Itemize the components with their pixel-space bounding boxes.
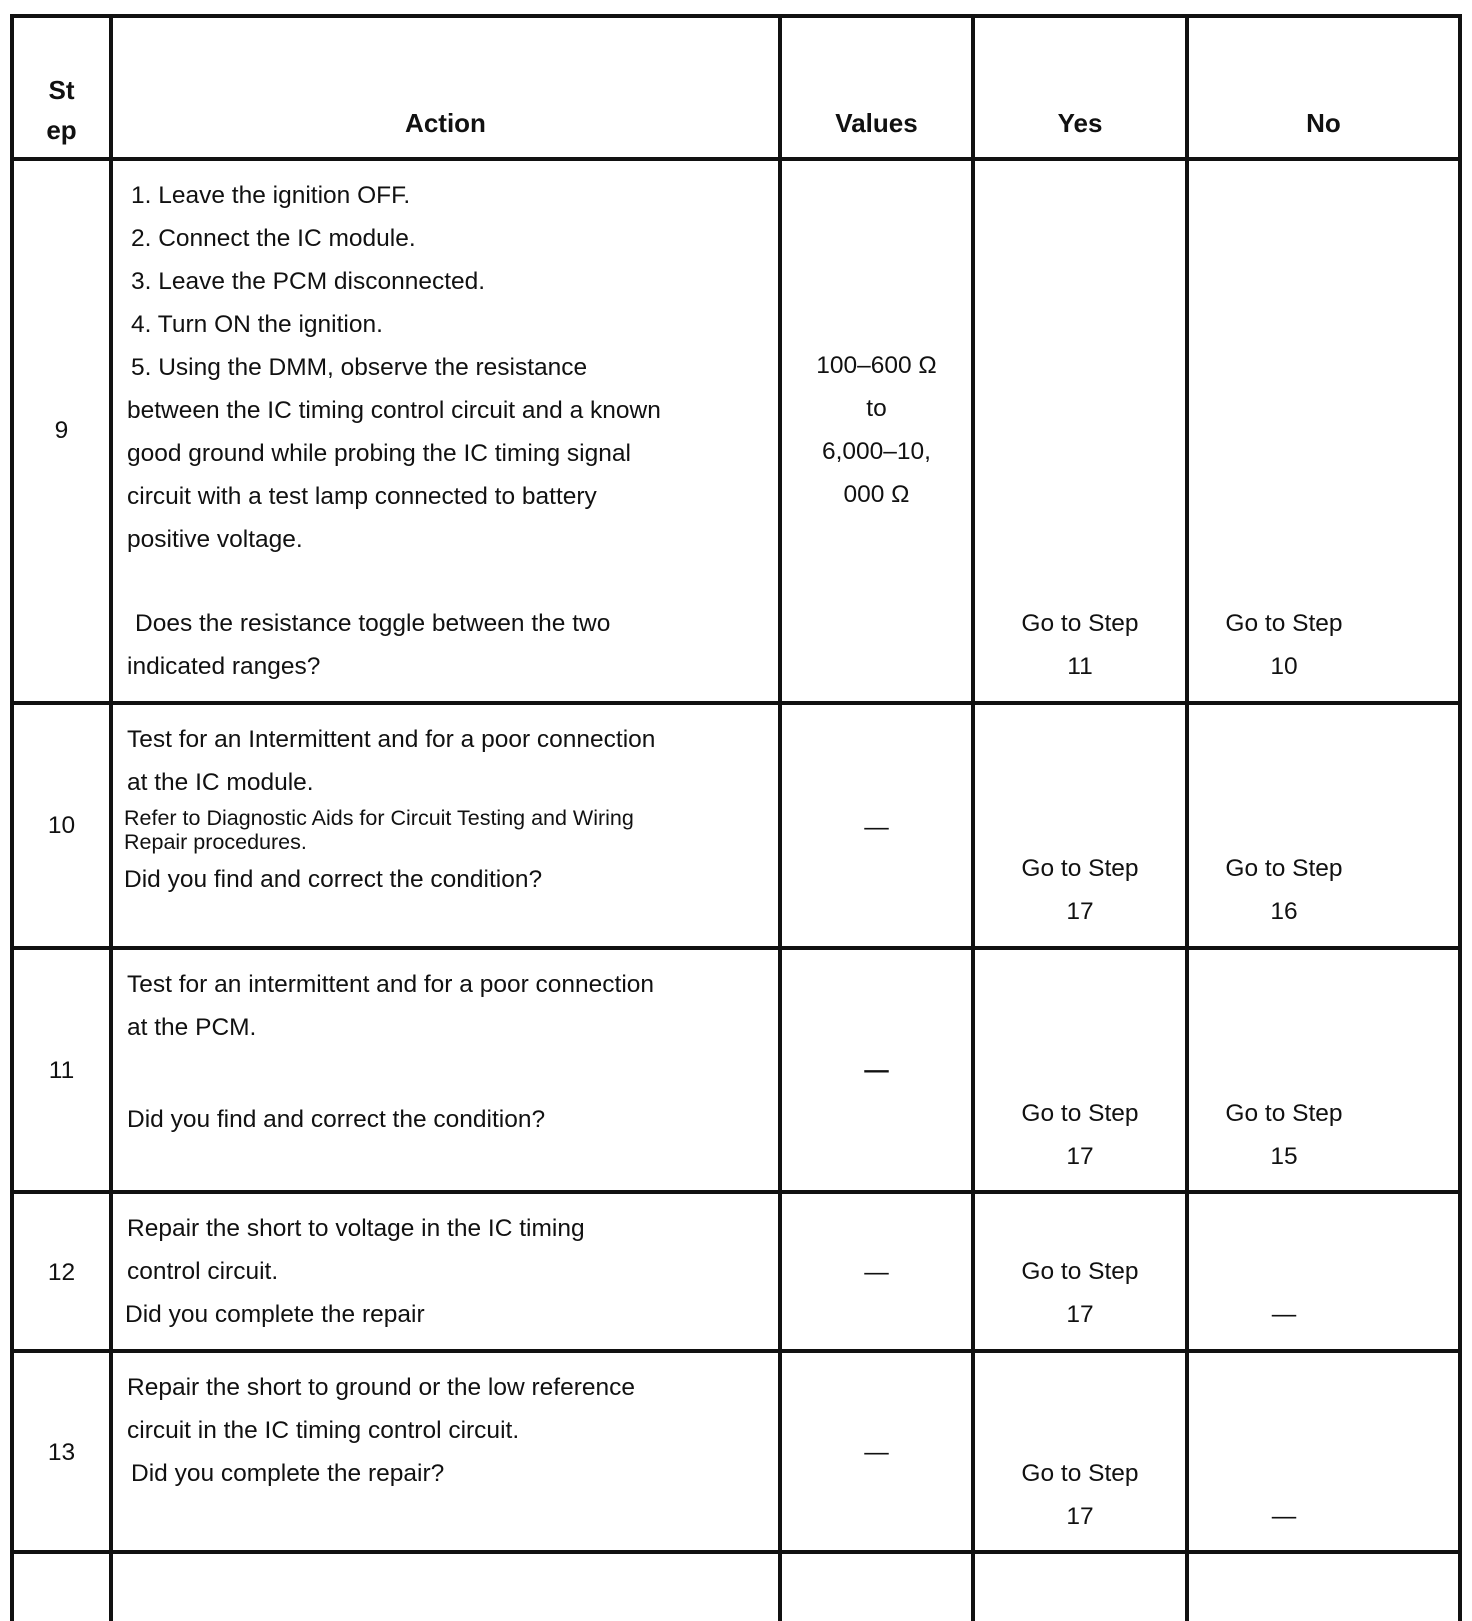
header-step — [14, 70, 109, 150]
yes-goto-label[interactable]: Go to Step — [1021, 610, 1139, 637]
value-dash: — — [864, 1439, 889, 1466]
step-number: 13 — [47, 1439, 76, 1466]
column-divider — [971, 14, 975, 1621]
header-values: Values — [835, 108, 918, 138]
step-number: 11 — [48, 1057, 75, 1084]
yes-goto-step[interactable]: 17 — [1066, 1503, 1094, 1530]
action-question: Did you find and correct the condition? — [124, 866, 543, 893]
step-number: 12 — [47, 1259, 76, 1286]
action-question: Did you complete the repair — [125, 1301, 425, 1328]
header-no: No — [1306, 108, 1341, 138]
no-goto-label[interactable]: Go to Step — [1225, 610, 1343, 637]
action-note: Repair procedures. — [124, 830, 307, 854]
header-divider — [10, 157, 1462, 161]
action-text: Test for an intermittent and for a poor connection — [127, 971, 655, 998]
table-border-top — [10, 14, 1462, 18]
no-goto-label[interactable]: Go to Step — [1225, 855, 1343, 882]
no-goto-step[interactable]: 16 — [1270, 898, 1298, 925]
action-note: Refer to Diagnostic Aids for Circuit Testing and Wiring — [124, 806, 634, 830]
action-item: 2. Connect the IC module. — [131, 225, 416, 252]
yes-goto-label[interactable]: Go to Step — [1021, 1100, 1139, 1127]
row-divider — [10, 701, 1462, 705]
yes-goto-step[interactable]: 11 — [1067, 653, 1093, 680]
value-range: 000 Ω — [843, 481, 910, 508]
row-divider — [10, 1349, 1462, 1353]
value-range: 100–600 Ω — [816, 352, 937, 379]
no-goto-label[interactable]: Go to Step — [1225, 1100, 1343, 1127]
yes-goto-step[interactable]: 17 — [1066, 1143, 1094, 1170]
action-text: Repair the short to voltage in the IC timing — [127, 1215, 585, 1242]
action-question: Did you complete the repair? — [131, 1460, 445, 1487]
action-question: indicated ranges? — [127, 653, 321, 680]
action-text: positive voltage. — [127, 526, 303, 553]
action-text: Repair the short to ground or the low reference — [127, 1374, 635, 1401]
header-step-line: ep — [46, 115, 77, 145]
action-question: Does the resistance toggle between the two — [135, 610, 611, 637]
no-dash: — — [1271, 1301, 1297, 1328]
value-dash: — — [864, 814, 889, 841]
header-step-line: St — [48, 75, 75, 105]
yes-goto-label[interactable]: Go to Step — [1021, 1258, 1139, 1285]
header-action: Action — [405, 108, 486, 138]
action-question: Did you find and correct the condition? — [127, 1106, 546, 1133]
action-item: 3. Leave the PCM disconnected. — [131, 268, 486, 295]
yes-goto-label[interactable]: Go to Step — [1021, 855, 1139, 882]
value-range: to — [866, 395, 887, 422]
no-goto-step[interactable]: 15 — [1270, 1143, 1298, 1170]
action-text: circuit in the IC timing control circuit. — [127, 1417, 520, 1444]
action-text: circuit with a test lamp connected to battery — [127, 483, 597, 510]
row-divider — [10, 1190, 1462, 1194]
value-dash: — — [864, 1259, 889, 1286]
column-divider — [109, 14, 113, 1621]
table-border-right — [1458, 14, 1462, 1621]
step-number: 9 — [54, 417, 69, 444]
action-text: good ground while probing the IC timing signal — [127, 440, 631, 467]
action-item: 4. Turn ON the ignition. — [131, 311, 383, 338]
no-dash: — — [1271, 1503, 1297, 1530]
yes-goto-step[interactable]: 17 — [1066, 1301, 1094, 1328]
action-item: 5. Using the DMM, observe the resistance — [131, 354, 588, 381]
row-divider — [10, 946, 1462, 950]
column-divider — [1185, 14, 1189, 1621]
step-number: 10 — [47, 812, 76, 839]
header-yes: Yes — [1057, 108, 1103, 138]
action-text: between the IC timing control circuit and a known — [127, 397, 661, 424]
action-text: control circuit. — [127, 1258, 279, 1285]
action-text: at the IC module. — [127, 769, 314, 796]
action-text: Test for an Intermittent and for a poor connection — [127, 726, 656, 753]
no-goto-step[interactable]: 10 — [1270, 653, 1298, 680]
table-border-bottom — [10, 1550, 1462, 1554]
action-text: at the PCM. — [127, 1014, 257, 1041]
value-dash: — — [864, 1057, 889, 1084]
yes-goto-step[interactable]: 17 — [1066, 898, 1094, 925]
action-item: 1. Leave the ignition OFF. — [131, 182, 411, 209]
value-range: 6,000–10, — [822, 438, 931, 465]
yes-goto-label[interactable]: Go to Step — [1021, 1460, 1139, 1487]
